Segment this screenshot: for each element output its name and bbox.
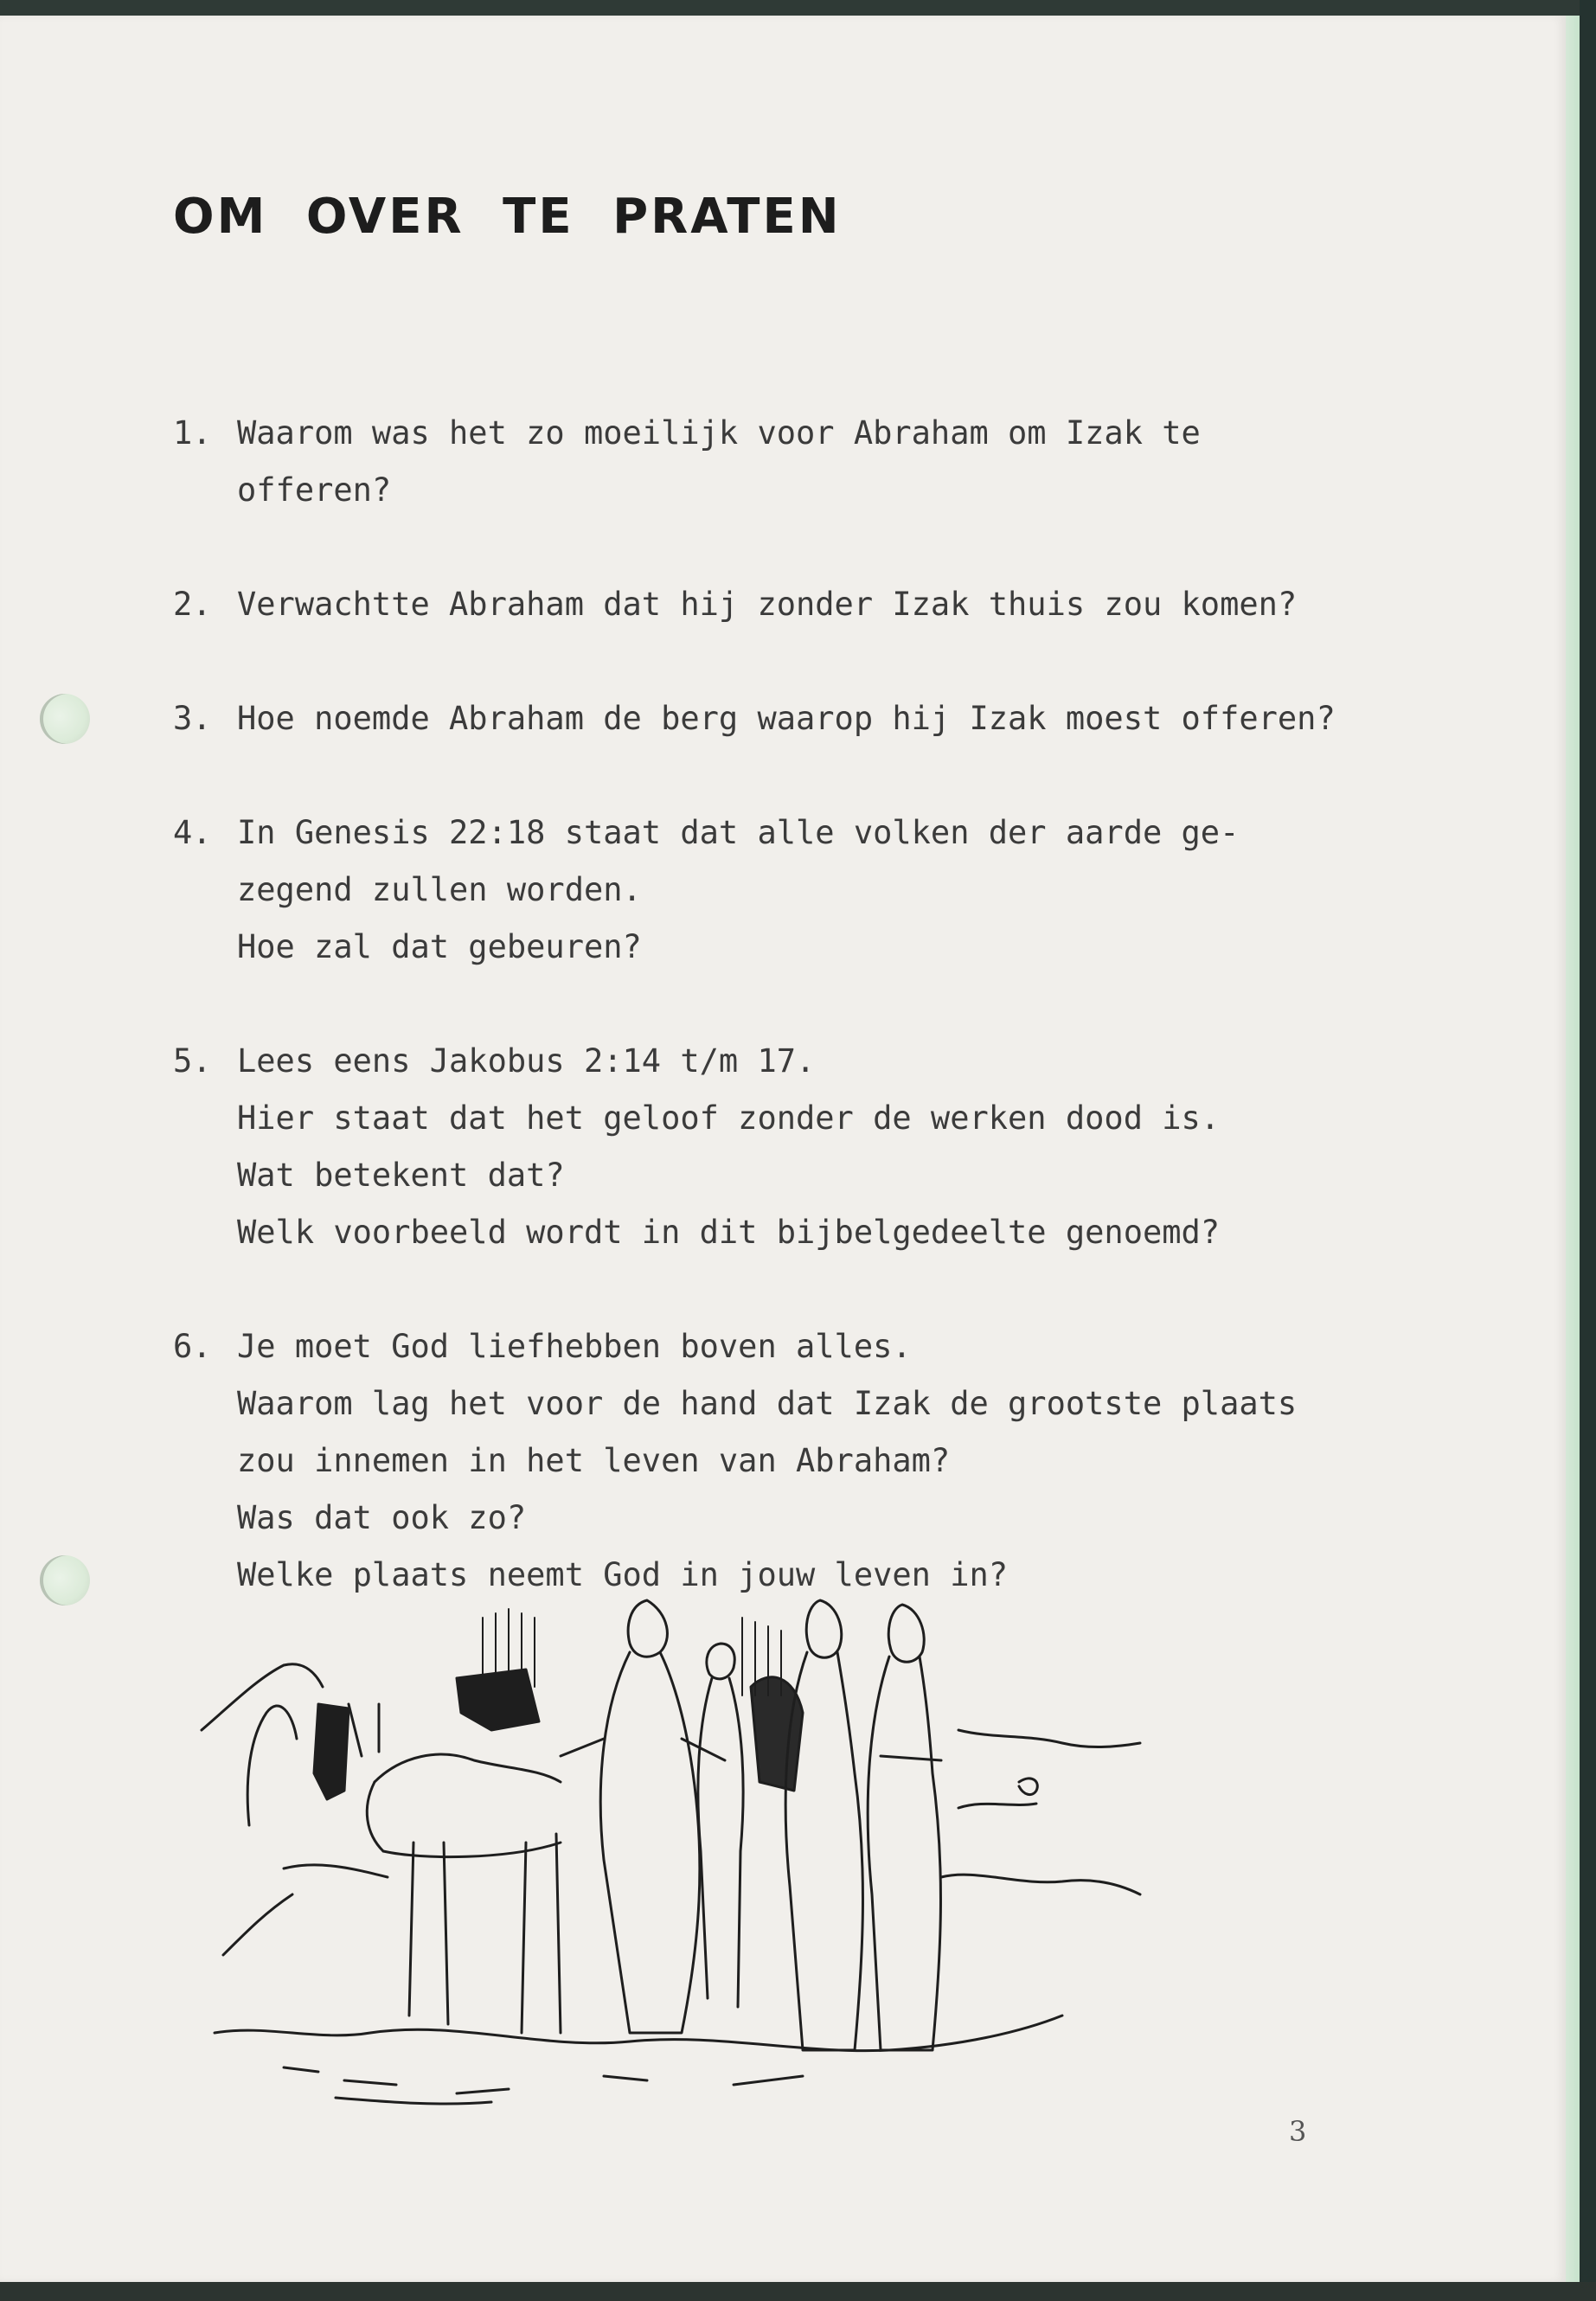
question-item [173, 1033, 1384, 1261]
binder-hole-icon [40, 1555, 90, 1606]
question-number: 5. [173, 1042, 212, 1080]
question-item [173, 576, 1384, 633]
question-text: Welke plaats neemt God in jouw leven in? [237, 1556, 1009, 1593]
question-text: zegend zullen worden. [237, 871, 642, 908]
bottom-edge [0, 2282, 1596, 2301]
question-text: Lees eens Jakobus 2:14 t/m 17. [237, 1042, 816, 1080]
question-text: Hoe noemde Abraham de berg waarop hij Izak moest offeren? [237, 700, 1336, 737]
question-text: Hier staat dat het geloof zonder de werken dood is. [237, 1099, 1221, 1137]
question-text: In Genesis 22:18 staat dat alle volken der aarde ge- [237, 814, 1240, 851]
question-text: Wat betekent dat? [237, 1157, 565, 1194]
question-text: Was dat ook zo? [237, 1499, 527, 1536]
question-text: offeren? [237, 471, 392, 509]
abraham-isaac-illustration-icon [197, 1583, 1149, 2111]
binder-hole-icon [40, 694, 90, 744]
question-number: 3. [173, 700, 212, 737]
page-number: 3 [1289, 2115, 1307, 2148]
question-text: Verwachtte Abraham dat hij zonder Izak thuis zou komen? [237, 586, 1298, 623]
binder-edge [1580, 0, 1596, 2301]
question-item [173, 690, 1384, 747]
question-list [173, 405, 1384, 1661]
question-number: 2. [173, 586, 212, 623]
question-number: 6. [173, 1328, 212, 1365]
question-text: Waarom was het zo moeilijk voor Abraham om Izak te [237, 414, 1201, 452]
question-number: 4. [173, 814, 212, 851]
question-text: Welk voorbeeld wordt in dit bijbelgedeelte genoemd? [237, 1214, 1221, 1251]
question-number: 1. [173, 414, 212, 452]
page-edge [1566, 16, 1580, 2286]
question-text: Hoe zal dat gebeuren? [237, 928, 642, 965]
page-title: OM OVER TE PRATEN [173, 189, 842, 245]
question-item [173, 804, 1384, 976]
question-text: Je moet God liefhebben boven alles. [237, 1328, 912, 1365]
question-item [173, 1318, 1384, 1604]
question-text: Waarom lag het voor de hand dat Izak de grootste plaats [237, 1385, 1298, 1422]
question-item [173, 405, 1384, 519]
question-text: zou innemen in het leven van Abraham? [237, 1442, 951, 1479]
